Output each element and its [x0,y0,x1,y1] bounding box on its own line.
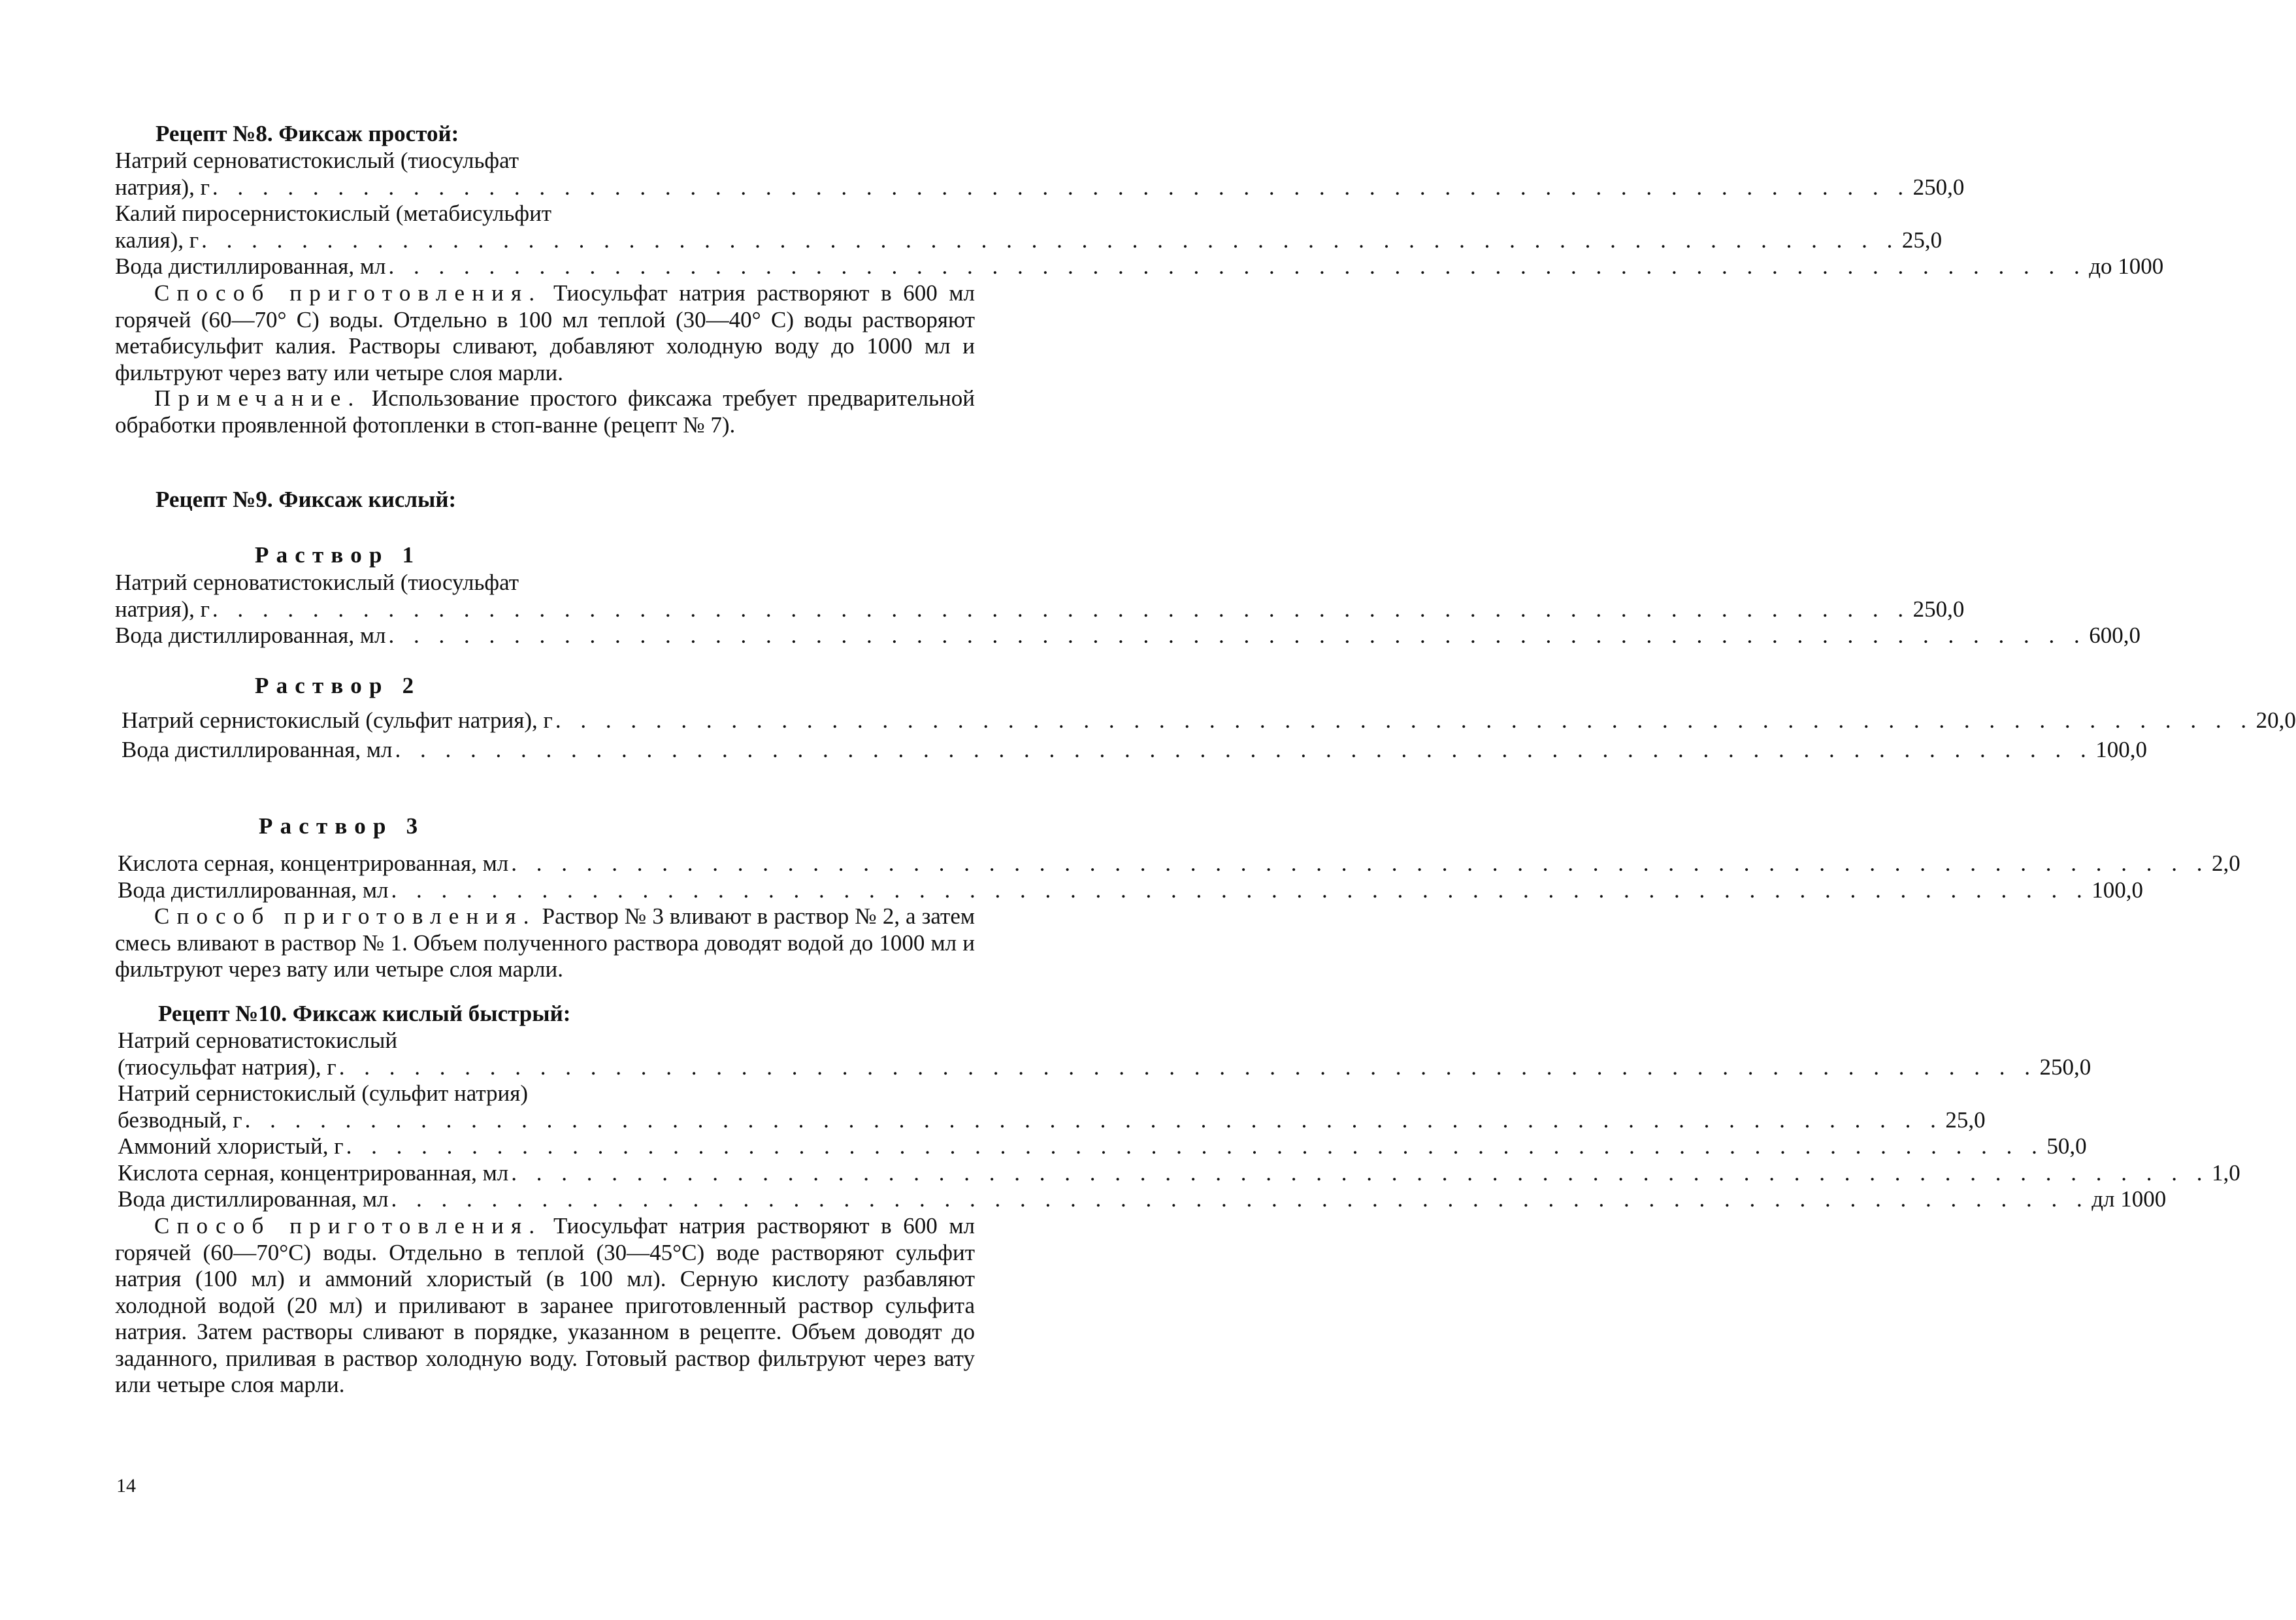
leader-dots: . . . . . . . . . . . . . . . . . . . . . . . . . . . . . . . . . . . . . . . . . . . . . . . . . . . . . . . . . . . . . . . . . . . . [346,1133,2044,1159]
ingredient-row [115,596,1965,623]
recipe-8-title [156,121,809,148]
recipe-8-title-text: Рецепт №8. Фиксаж простой: [156,121,459,146]
leader-dots: . . . . . . . . . . . . . . . . . . . . . . . . . . . . . . . . . . . . . . . . . . . . . . . . . . . . . . . . . . . . . . . . . . . . [555,707,2254,733]
solution-3-title: Раствор 3 [259,813,425,839]
method-title: Способ приготовления. [154,280,542,306]
recipe-8-ingredients [115,148,2164,280]
ingredient-row [115,227,1943,254]
recipe-9-method [115,903,975,983]
ingredient-row [118,1107,1986,1134]
leader-dots: . . . . . . . . . . . . . . . . . . . . . . . . . . . . . . . . . . . . . . . . . . . . . . . . . . . . . . . . . . . . . . . . . . . . [388,253,2087,279]
leader-dots: . . . . . . . . . . . . . . . . . . . . . . . . . . . . . . . . . . . . . . . . . . . . . . . . . . . . . . . . . . . . . . . . . . . . [201,227,1899,253]
ingredient-value: 1,0 [2211,1159,2240,1186]
ingredient-label-line: Натрий сернистокислый (сульфит натрия) [118,1080,529,1106]
ingredient-label: Вода дистиллированная, мл [118,1186,389,1212]
recipe-8-method [115,280,975,386]
ingredient-value: 250,0 [2039,1054,2091,1080]
method-text: Тиосульфат натрия растворяют в 600 мл горячей (60—70°С) воды. Отдельно в теплой (30—45°С) воде растворяют сульфит натрия (100 мл) и аммоний хлористый (в 100 мл). Серную кислоту разбавляют холодной водой (20 мл) и приливают в заранее приготовленный раствор сульфита натрия. Затем растворы сливают в порядке, указанном в рецепте. Объем доводят до заданного, приливая в раствор холодную воду. Готовый раствор фильтруют через вату или четыре слоя марли. [115,1213,975,1397]
solution-1-ingredients [115,570,2140,649]
ingredient-value: дл 1000 [2091,1186,2167,1212]
ingredient-row [122,707,2296,734]
ingredient-label: безводный, г [118,1107,242,1133]
recipe-10-ingredients [118,1028,2240,1213]
ingredient-row [115,253,2164,280]
ingredient-row [118,1186,2167,1213]
ingredient-label: натрия), г [115,596,210,622]
page-number: 14 [116,1475,136,1497]
ingredient-row [118,1159,2240,1187]
ingredient-row [118,877,2143,904]
leader-dots: . . . . . . . . . . . . . . . . . . . . . . . . . . . . . . . . . . . . . . . . . . . . . . . . . . . . . . . . . . . . . . . . . . . . [395,736,2093,762]
ingredient-value: 250,0 [1912,174,1965,200]
ingredient-value: 25,0 [1945,1107,1986,1133]
leader-dots: . . . . . . . . . . . . . . . . . . . . . . . . . . . . . . . . . . . . . . . . . . . . . . . . . . . . . . . . . . . . . . . . . . . . [511,850,2209,876]
ingredient-label: Вода дистиллированная, мл [122,736,393,762]
recipe-9-title [156,487,809,513]
recipe-10-title [158,1001,812,1028]
ingredient-label: Вода дистиллированная, мл [115,253,386,279]
note-text: Использование простого фиксажа требует предварительной обработки проявленной фотопленки в стоп-ванне (рецепт № 7). [115,385,975,438]
ingredient-label: Вода дистиллированная, мл [115,623,386,648]
solution-2-title: Раствор 2 [255,673,421,698]
ingredient-value: 100,0 [2095,736,2147,762]
solution-1-title: Раствор 1 [255,542,421,568]
method-title: Способ приготовления. [154,903,536,929]
ingredient-row [118,1133,2087,1160]
ingredient-label-line: Натрий серноватистокислый (тиосульфат [115,570,519,595]
ingredient-label: Аммоний хлористый, г [118,1133,344,1159]
leader-dots: . . . . . . . . . . . . . . . . . . . . . . . . . . . . . . . . . . . . . . . . . . . . . . . . . . . . . . . . . . . . . . . . . . . . [244,1107,1943,1133]
ingredient-row [118,850,2240,877]
recipe-8-note [115,385,975,438]
ingredient-label: натрия), г [115,174,210,200]
ingredient-value: 2,0 [2211,850,2240,876]
ingredient-value: 250,0 [1912,596,1965,622]
solution-2-ingredients [122,707,2296,763]
leader-dots: . . . . . . . . . . . . . . . . . . . . . . . . . . . . . . . . . . . . . . . . . . . . . . . . . . . . . . . . . . . . . . . . . . . . [511,1159,2209,1186]
recipe-10-title-text: Рецепт №10. Фиксаж кислый быстрый: [158,1001,571,1026]
ingredient-label: Кислота серная, концентрированная, мл [118,1159,509,1186]
ingredient-label: Кислота серная, концентрированная, мл [118,850,509,876]
ingredient-label-line: Натрий серноватистокислый (тиосульфат [115,148,519,173]
ingredient-label: (тиосульфат натрия), г [118,1054,336,1080]
ingredient-label-line: Калий пиросернистокислый (метабисульфит [115,201,552,226]
ingredient-row [118,1054,2091,1081]
method-text: Раствор № 3 вливают в раствор № 2, а затем смесь вливают в раствор № 1. Объем полученного раствора доводят водой до 1000 мл и фильтруют через вату или четыре слоя марли. [115,903,976,982]
leader-dots: . . . . . . . . . . . . . . . . . . . . . . . . . . . . . . . . . . . . . . . . . . . . . . . . . . . . . . . . . . . . . . . . . . . . [338,1054,2037,1080]
ingredient-label: Натрий сернистокислый (сульфит натрия), г [122,707,553,733]
ingredient-value: 20,0 [2255,707,2296,733]
solution-3-ingredients [118,850,2240,903]
ingredient-row [115,174,1965,201]
ingredient-row [115,623,2140,649]
ingredient-value: 50,0 [2046,1133,2087,1159]
ingredient-label: Вода дистиллированная, мл [118,877,389,903]
ingredient-row [122,736,2147,764]
leader-dots: . . . . . . . . . . . . . . . . . . . . . . . . . . . . . . . . . . . . . . . . . . . . . . . . . . . . . . . . . . . . . . . . . . . . [212,174,1911,200]
method-text: Тиосульфат натрия растворяют в 600 мл горячей (60—70° С) воды. Отдельно в 100 мл теплой (30—40° С) воды растворяют метабисульфит калия. Растворы сливают, добавляют холодную воду до 1000 мл и фильтруют через вату или четыре слоя марли. [115,280,975,385]
ingredient-label-line: Натрий серноватистокислый [118,1028,398,1053]
ingredient-value: 100,0 [2091,877,2143,903]
ingredient-label: калия), г [115,227,199,253]
leader-dots: . . . . . . . . . . . . . . . . . . . . . . . . . . . . . . . . . . . . . . . . . . . . . . . . . . . . . . . . . . . . . . . . . . . . [391,1186,2090,1212]
recipe-10-method [115,1213,975,1399]
recipe-9-title-text: Рецепт №9. Фиксаж кислый: [156,487,457,512]
leader-dots: . . . . . . . . . . . . . . . . . . . . . . . . . . . . . . . . . . . . . . . . . . . . . . . . . . . . . . . . . . . . . . . . . . . . [388,623,2087,648]
leader-dots: . . . . . . . . . . . . . . . . . . . . . . . . . . . . . . . . . . . . . . . . . . . . . . . . . . . . . . . . . . . . . . . . . . . . [212,596,1911,622]
ingredient-value: 25,0 [1901,227,1943,253]
ingredient-value: до 1000 [2089,253,2164,279]
method-title: Способ приготовления. [154,1213,542,1239]
leader-dots: . . . . . . . . . . . . . . . . . . . . . . . . . . . . . . . . . . . . . . . . . . . . . . . . . . . . . . . . . . . . . . . . . . . . [391,877,2090,903]
ingredient-value: 600,0 [2089,623,2140,648]
note-title: Примечание. [154,385,361,411]
